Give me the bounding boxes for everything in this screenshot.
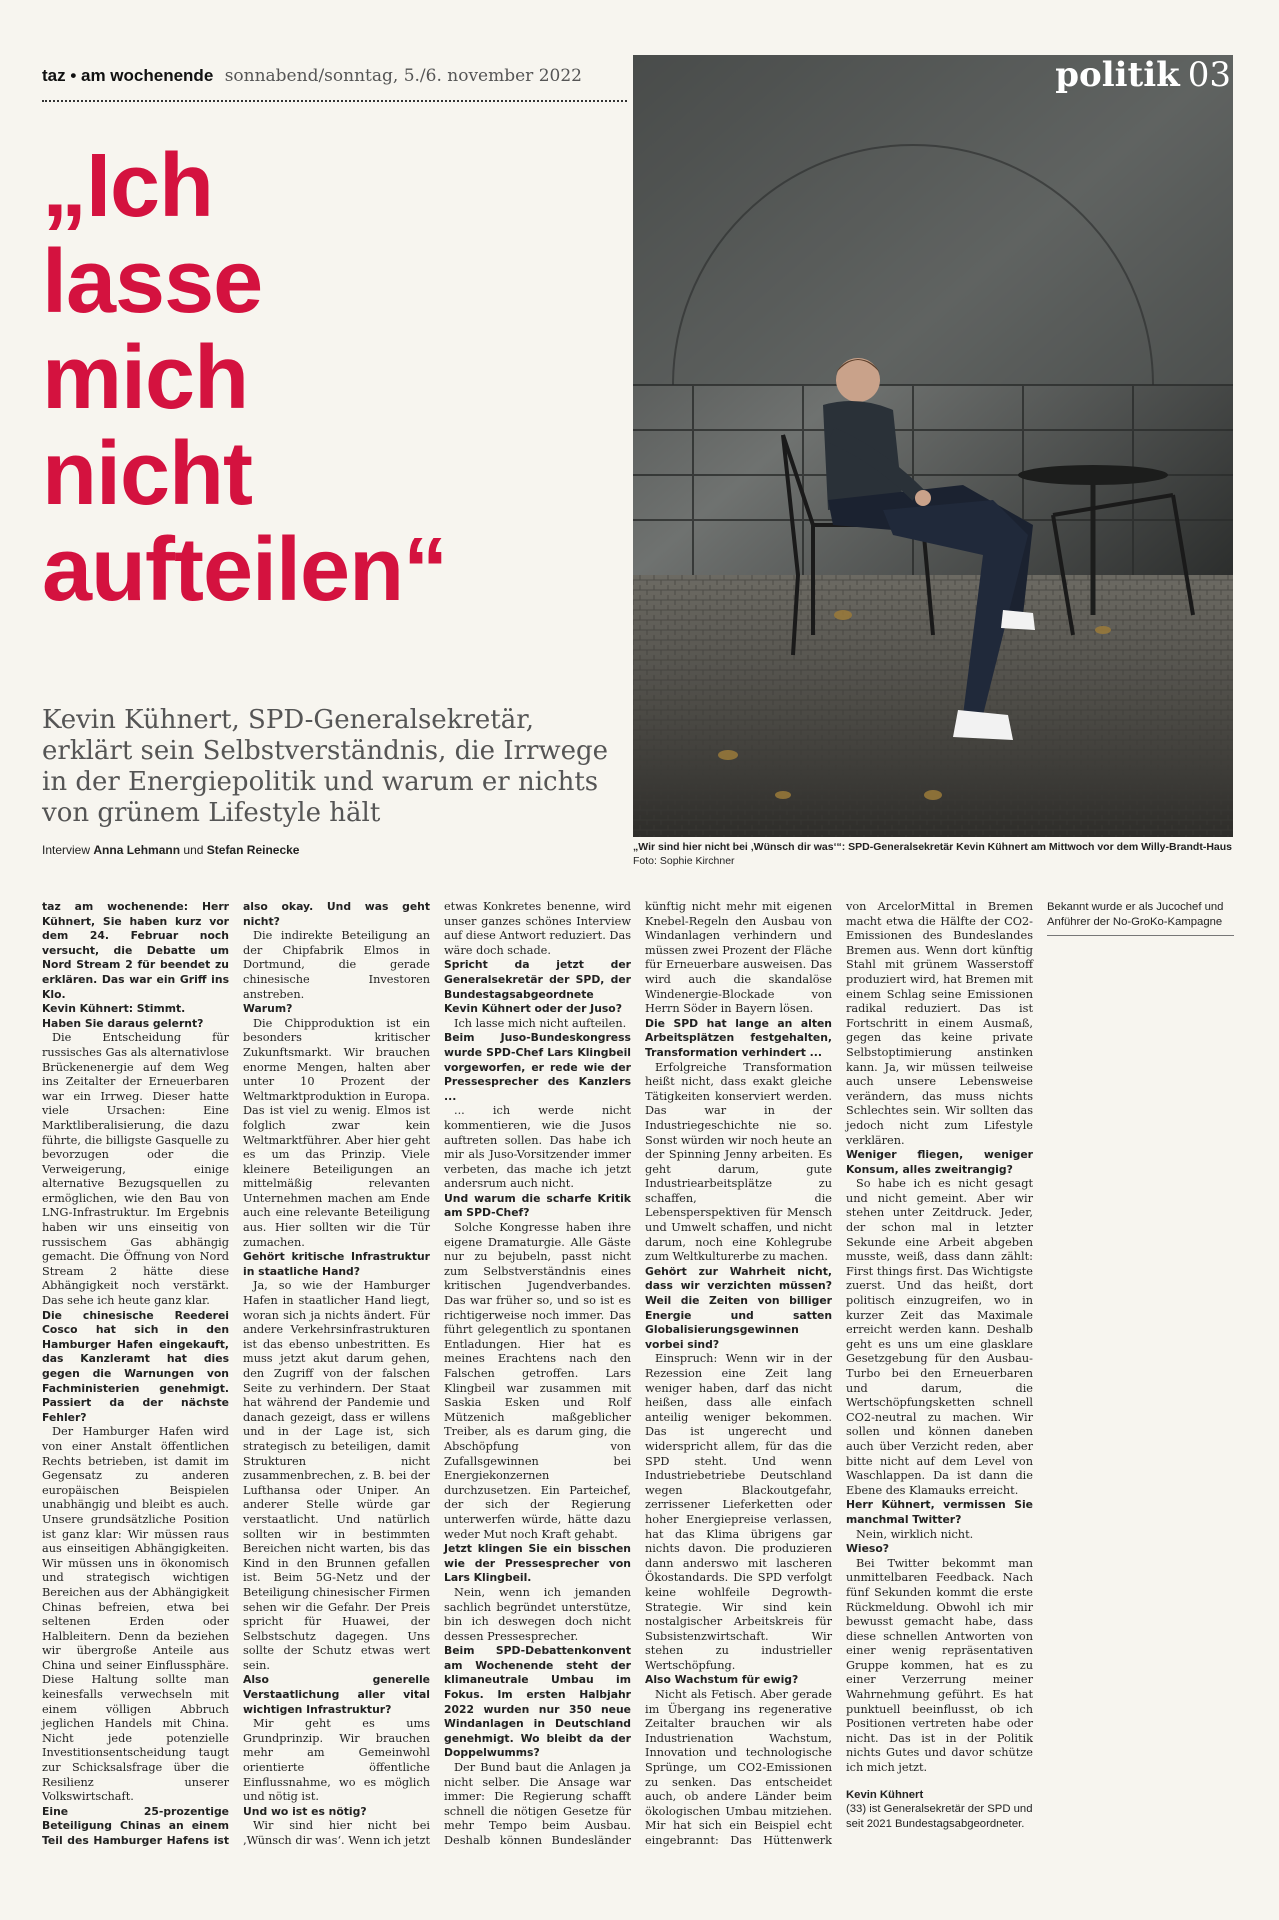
headline-line: lasse [42,232,263,332]
interview-answer: So habe ich es nicht gesagt und nicht gemeint. Aber wir stehen unter Zeitdruck. Jeder, der schon mal in letzter Sekunde eine Arbeit abgeben musste, weiß, dass dann zählt: First things first. Das Wichtigste zuerst. Und das heißt, dort politisch einzugreifen, wo in kurzer Zeit das Maximale erreicht werden kann. Deshalb geht es uns um eine glasklare Gesetzgebung für den Ausbau-Turbo bei den Erneuerbaren und darum, die Wertschöpfungsketten schnell CO2-neutral zu machen. Wir sollen und können daneben auch über Verzicht reden, aber bitte nicht auf dem Level von Waschlappen. Da ist dann die Ebene des Klamauks erreicht. [846,1177,1033,1497]
interview-answer: Ich lasse mich nicht aufteilen. [454,1016,627,1030]
interview-answer: Bei Twitter bekommt man unmittelbaren Feedback. Nach fünf Sekunden kommt die erste Rückmeldung. Obwohl ich mir bewusst gemacht habe, dass diese schnellen Antworten von einer wenig repräsentativen Gruppe kommen, hat es zu einer Verzerrung meiner Wahrnehmung geführt. Es hat punktuell beeinflusst, ob ich Positionen vertreten habe oder nicht. Das ist in der Politik nichts Gutes und davor schütze ich mich jetzt. [846,1556,1033,1775]
page-number: 03 [1187,55,1231,95]
interview-question: Beim Juso-Bundeskongress wurde SPD-Chef Lars Klingbeil vorgeworfen, er rede wie der Pressesprecher des Kanzlers ... [444,1031,631,1103]
headline-line: nicht [42,424,252,524]
interview-question: Also generelle Verstaatlichung aller vital wichtigen Infrastruktur? [243,1673,430,1716]
headline-line: aufteilen“ [42,520,448,620]
interview-question: Die chinesische Reederei Cosco hat sich in den Hamburger Hafen eingekauft, das Kanzleramt hat dies gegen die Warnungen von Fachministerien genehmigt. Passiert da der nächste Fehler? [42,1308,229,1424]
photo-caption [633,840,1233,868]
byline-and: und [183,843,204,857]
headline [42,138,632,618]
headline-line: „Ich [42,136,214,236]
byline [42,843,299,857]
interview-question: Haben Sie daraus gelernt? [42,1016,204,1030]
masthead-brand: taz • am wochenende [42,66,214,85]
photo-illustration [633,55,1233,837]
interview-question: Warum? [243,1002,293,1016]
interview-question: Jetzt klingen Sie ein bisschen wie der Pressesprecher von Lars Klingbeil. [444,1542,631,1585]
interview-question: taz am wochenende: Herr Kühnert, Sie haben kurz vor dem 24. Februar noch versucht, die Debatte um Nord Stream 2 für beendet zu erklären. Das war ein Griff ins Klo. [42,900,229,1001]
interview-question: Beim SPD-Debattenkonvent am Wochenende steht der klimaneutrale Umbau im Fokus. Im ersten Halbjahr 2022 wurden nur 350 neue Windanlagen in Deutschland genehmigt. Wo bleibt da der Doppelwumms? [444,1644,631,1760]
interview-answer: Wir sind hier nicht bei ‚Wünsch dir was‘. Wenn ich jetzt etwas Konkretes benenne, wird unser ganzes schönes Interview auf diese Antwort reduziert. Das wäre doch schade. [243,900,631,1847]
interview-answer: Der Bund baut die Anlagen ja nicht selber. Die Ansage war immer: Die Regierung schafft schnell die nötigen Gesetze für mehr Tempo beim Ausbau. Deshalb können Bundesländer künftig nicht mehr mit eigenen Knebel-Regeln den Ausbau von Windanlagen verhindern und müssen zwei Prozent der Fläche für Erneuerbare ausweisen. Das wird auch die skandalöse Windenergie-Blockade von Herrn Söder in Bayern lösen. [444,900,832,1847]
interview-question: Und wo ist es nötig? [243,1804,367,1818]
interview-answer: Mir geht es ums Grundprinzip. Wir brauchen mehr am Gemeinwohl orientierte öffentliche Einflussnahme, wo es möglich und nötig ist. [243,1717,430,1804]
interview-answer: Ja, so wie der Hamburger Hafen in staatlicher Hand liegt, woran sich ja nichts ändert. Für andere Verkehrsinfrastrukturen ist das ebenso unbestritten. Es muss jetzt akut darum gehen, den Zugriff von der falschen Seite zu verhindern. Der Staat hat während der Pandemie und danach gezeigt, dass er willens und in der Lage ist, sich strategisch zu beteiligen, damit Strukturen nicht zusammenbrechen, z. B. bei der Lufthansa oder Uniper. An anderer Stelle würde gar verstaatlicht. Und natürlich sollten wir in bestimmten Bereichen nicht warten, bis das Kind in den Brunnen gefallen ist. Beim 5G-Netz und der Beteiligung chinesischer Firmen sehen wir die Gefahr. Der Preis spricht für Huawei, der Selbstschutz dagegen. Uns sollte der Schutz etwas wert sein. [243,1279,430,1672]
interview-answer: Nicht als Fetisch. Aber gerade im Übergang ins regenerative Zeitalter brauchen wir als Industrienation Wachstum, Innovation und technologische Sprünge, um CO2-Emissionen zu senken. Das entscheidet auch, ob andere Länder beim ökologischen Umbau mitziehen. Mir hat sich ein Beispiel echt eingebrannt: Das Hüttenwerk von ArcelorMittal in Bremen macht etwa die Hälfte der CO2-Emissionen des Bundeslandes Bremen aus. Wenn dort künftig Stahl mit grünem Wasserstoff produziert wird, hat Bremen mit einem Schlag seine Emissionen radikal reduziert. Das ist Fortschritt in einem Ausmaß, gegen das keine private Selbstoptimierung anstinken kann. Ja, wir müssen teilweise auch unsere Lebensweise verändern, das muss nichts Schlechtes sein. Wir sollten das jedoch nicht zum Lifestyle verklären. [645,900,1033,1847]
interview-answer: Der Hamburger Hafen wird von einer Anstalt öffentlichen Rechts betrieben, ist damit im Gegensatz zu anderen europäischen Beispielen unabhängig und bleibt es auch. Unsere grundsätzliche Position ist ganz klar: Wir müssen raus aus einseitigen Abhängigkeiten. Wir müssen uns in ökonomisch und strategisch wichtigen Bereichen aus der Abhängigkeit Chinas befreien, etwa bei seltenen Erden oder Halbleitern. Denn da beziehen wir übergroße Anteile aus China und seiner Einflussphäre. Diese Haltung sollte man keinesfalls verwechseln mit einem völligen Abbruch jeglichen Handels mit China. Nicht jede potenzielle Investitionsentscheidung taugt zur Schicksalsfrage über die Resilienz unserer Volkswirtschaft. [42,1425,229,1804]
article-body [42,900,1234,1860]
masthead-divider [42,100,627,102]
subheadline: Kevin Kühnert, SPD-Generalsekretär, erklärt sein Selbstverständnis, die Irrwege in der Energiepolitik und warum er nichts von grünem Lifestyle hält [42,705,609,828]
interview-answer: Nein, wenn ich jemanden sachlich begründet unterstütze, bin ich deswegen doch nicht dessen Pressesprecher. [444,1585,631,1643]
photo-credit: Foto: Sophie Kirchner [633,855,735,867]
interview-question: Gehört zur Wahrheit nicht, dass wir verzichten müssen? Weil die Zeiten von billiger Energie und satten Globalisierungsgewinnen vorbei sind? [645,1264,832,1351]
interview-answer: Die indirekte Beteiligung an der Chipfabrik Elmos in Dortmund, die gerade chinesische Investoren anstreben. [243,929,430,1001]
article-end-rule [1047,935,1234,936]
interview-answer: ... ich werde nicht kommentieren, wie die Jusos auftreten sollen. Das habe ich mir als Juso-Vorsitzender immer verbeten, das mache ich jetzt andersrum auch nicht. [444,1104,631,1191]
masthead [42,66,582,86]
byline-author: Stefan Reinecke [206,843,300,857]
interview-answer: Die Chipproduktion ist ein besonders kritischer Zukunftsmarkt. Wir brauchen enorme Mengen, halten aber unter 10 Prozent der Weltmarktproduktion in Europa. Das ist viel zu wenig. Elmos ist folglich zwar kein Weltmarktführer. Aber hier geht es um das Prinzip. Viele kleinere Beteiligungen an mittelmäßig relevanten Unternehmen machen am Ende auch eine relevante Beteiligung aus. Hier sollten wir die Tür zumachen. [243,1016,430,1249]
interview-answer: Nein, wirklich nicht. [856,1527,974,1541]
section-label [1055,55,1231,95]
interview-question: Kevin Kühnert: Stimmt. [42,1002,186,1016]
interview-question: Also Wachstum für ewig? [645,1673,799,1687]
bio-name: Kevin Kühnert [846,1788,924,1801]
interview-question: Die SPD hat lange an alten Arbeitsplätzen festgehalten, Transformation verhindert ... [645,1016,832,1059]
portrait-photo [633,55,1233,837]
interview-question: Herr Kühnert, vermissen Sie manchmal Twitter? [846,1498,1033,1526]
byline-author: Anna Lehmann [93,843,181,857]
caption-text: „Wir sind hier nicht bei ‚Wünsch dir was‘“: SPD-Generalsekretär Kevin Kühnert am Mittwoch vor dem Willy-Brandt-Haus [633,841,1233,853]
headline-line: mich [42,328,249,428]
interview-answer: Erfolgreiche Transformation heißt nicht, dass exakt gleiche Tätigkeiten konserviert werden. Das war in der Industriegeschichte nie so. Sonst würden wir noch heute an der Spinning Jenny arbeiten. Es geht darum, gute Industriearbeitsplätze zu schaffen, die Lebensperspektiven für Mensch und Umwelt schaffen, und nicht darum, noch eine Kohlegrube zum Weltkulturerbe zu machen. [645,1060,832,1264]
interview-question: Gehört kritische Infrastruktur in staatliche Hand? [243,1250,430,1278]
masthead-date: sonnabend/sonntag, 5./6. november 2022 [224,66,582,86]
interview-question: Und warum die scharfe Kritik am SPD-Chef? [444,1191,631,1220]
interview-answer: Solche Kongresse haben ihre eigene Dramaturgie. Alle Gäste nur zu bejubeln, passt nicht zum Selbstverständnis eines kritischen Jugendverbandes. Das war früher so, und so ist es richtigerweise noch immer. Das führt gelegentlich zu spontanen Entladungen. Hier hat es meines Erachtens nach den Falschen getroffen. Lars Klingbeil war zusammen mit Saskia Esken und Rolf Mützenich maßgeblicher Treiber, als es darum ging, die Abschöpfung von Zufallsgewinnen bei Energiekonzernen durchzusetzen. Ein Parteichef, der sich der Regierung unterwerfen würde, hätte dazu weder Mut noch Kraft gehabt. [444,1221,631,1541]
interview-question: Spricht da jetzt der Generalsekretär der SPD, der Bundestagsabgeordnete Kevin Kühnert oder der Juso? [444,958,631,1016]
interview-answer: Die Entscheidung für russisches Gas als alternativlose Brückenenergie auf dem Weg ins Zeitalter der Erneuerbaren war ein Irrweg. Dieser hatte viele Ursachen: Eine Marktliberalisierung, die dazu führte, die billigste Gasquelle zu bevorzugen oder die Verweigerung, einige alternative Bezugsquellen zu ermöglichen, wie den Bau von LNG-Infrastruktur. Im Ergebnis haben wir uns einseitig von russischem Gas abhängig gemacht. Die Öffnung von Nord Stream 2 hätte diese Abhängigkeit noch verstärkt. Das sehe ich heute ganz klar. [42,1031,229,1308]
section-name: politik [1055,55,1180,95]
interview-question: Weniger fliegen, weniger Konsum, alles zweitrangig? [846,1148,1033,1176]
byline-prefix: Interview [42,843,91,857]
bio-text: (33) ist Generalsekretär der SPD und seit 2021 Bundestagsabgeordneter. Bekannt wurde er als Jucochef und Anführer der No-GroKo-Kampagne [846,901,1224,1830]
interview-question: Eine 25-prozentige Beteiligung Chinas an einem Teil des Hamburger Hafens ist also okay. Und was geht nicht? [42,900,430,1847]
interview-question: Wieso? [846,1542,890,1556]
interview-answer: Einspruch: Wenn wir in der Rezession eine Zeit lang weniger haben, darf das nicht heißen, dass alle einfach anteilig weniger bekommen. Das ist ungerecht und widerspricht allem, für das die SPD steht. Und wenn Industriebetriebe Deutschland wegen Blackoutgefahr, zerrissener Lieferketten oder hoher Energiepreise verlassen, hat das Klima übrigens gar nichts davon. Die produzieren dann anderswo mit lascheren Ökostandards. Die SPD verfolgt keine wohlfeile Degrowth-Strategie. Wir sind kein nostalgischer Arbeitskreis für Subsistenzwirtschaft. Wir stehen zu industrieller Wertschöpfung. [645,1352,832,1672]
